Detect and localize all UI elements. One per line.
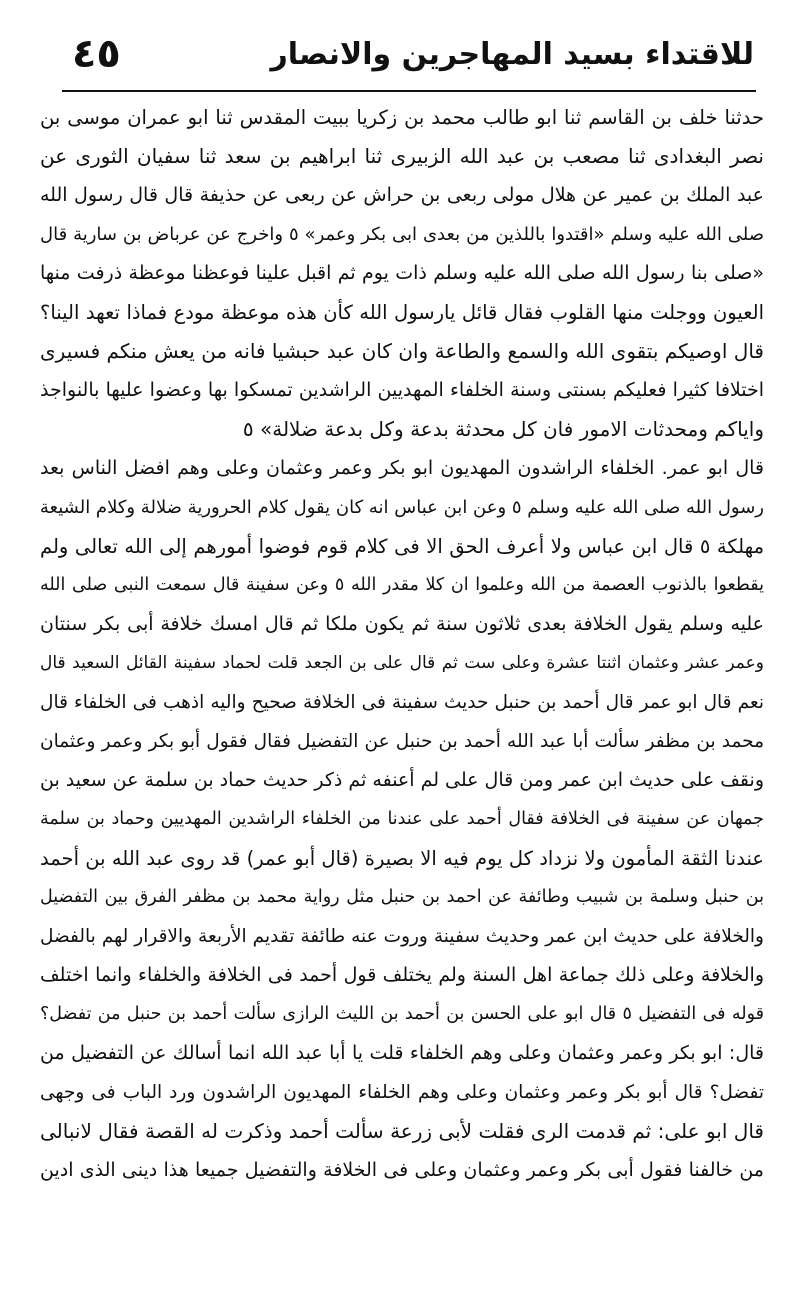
text-line: والخلافة وعلى ذلك جماعة اهل السنة ولم يختلف قول أحمد فى الخلافة والخلفاء وانما اختلف <box>40 964 764 986</box>
text-line: حدثنا خلف بن القاسم ثنا ابو طالب محمد بن زكريا ببيت المقدس ثنا ابو عمران موسى بن <box>40 106 764 129</box>
text-line: جمهان عن سفينة فى الخلافة فقال أحمد على عندنا من الخلفاء الراشدين المهديين وحماد بن سلمة <box>40 809 764 829</box>
text-line: رسول الله صلى الله عليه وسلم ٥ وعن ابن عباس انه كان يقول كلام الحرورية ضلالة وكلام الشيعة <box>40 497 764 518</box>
text-line: وعمر عشر وعثمان اثنتا عشرة وعلى ست ثم قال على بن الجعد قلت لحماد سفينة القائل السعيد قال <box>40 653 764 673</box>
header-rule <box>62 90 756 92</box>
text-line: قال: ابو بكر وعمر وعثمان وعلى وهم الخلفاء قلت يا أبا عبد الله انما أسالك عن التفضيل من <box>40 1042 764 1064</box>
text-line: قال اوصيكم بتقوى الله والسمع والطاعة وان كان عبد حبشيا فانه من يعش منكم فسيرى <box>40 339 764 363</box>
text-line: «صلى بنا رسول الله صلى الله عليه وسلم ذات يوم ثم اقبل علينا فوعظنا موعظة ذرفت منها <box>40 262 764 284</box>
text-line: قوله فى التفضيل ٥ قال ابو على الحسن بن أحمد بن الليث الرازى سألت أحمد بن حنبل من تفضل؟ <box>40 1004 764 1024</box>
page-number: ٤٥ <box>72 31 121 77</box>
text-line: يقطعوا بالذنوب العصمة من الله وعلموا ان كلا مقدر الله ٥ وعن سفينة قال سمعت النبى صلى الله <box>40 575 764 595</box>
text-line: عندنا الثقة المأمون ولا نزداد كل يوم فيه الا بصيرة (قال أبو عمر) قد روى عبد الله بن أحمد <box>40 847 764 870</box>
text-line: اختلافا كثيرا فعليكم بسنتى وسنة الخلفاء المهديين الراشدين تمسكوا بها وعضوا عليها بالنواجذ <box>40 379 764 401</box>
text-line: والخلافة على حديث ابن عمر وحديث سفينة وروت عنه طائفة تقديم الأربعة والاقرار لهم بالفضل <box>40 926 764 947</box>
text-line: قال ابو على: ثم قدمت الرى فقلت لأبى زرعة سألت أحمد وذكرت له القصة فقال لانبالى <box>40 1119 764 1143</box>
text-line: نصر البغدادى ثنا مصعب بن عبد الله الزبيرى ثنا ابراهيم بن سعد ثنا سفيان الثورى عن <box>40 144 764 168</box>
text-line: عبد الملك بن عمير عن هلال مولى ربعى بن حراش عن ربعى عن حذيفة قال قال رسول الله <box>40 184 764 206</box>
text-line: نعم قال ابو عمر قال أحمد بن حنبل حديث سفينة فى الخلافة صحيح واليه اذهب فى الخلفاء قال <box>40 692 764 713</box>
text-line: صلى الله عليه وسلم «اقتدوا باللذين من بعدى ابى بكر وعمر» ٥ واخرج عن عرباض بن سارية قال <box>40 224 764 245</box>
text-line: واياكم ومحدثات الامور فان كل محدثة بدعة وكل بدعة ضلالة» ٥ <box>242 417 764 441</box>
text-line: العيون ووجلت منها القلوب فقال قائل يارسول الله كأن هذه موعظة مودع فماذا تعهد الينا؟ <box>40 301 764 324</box>
text-line: عليه وسلم يقول الخلافة بعدى ثلاثون سنة ثم يكون ملكا ثم قال امسك خلافة أبى بكر سنتان <box>40 613 764 635</box>
text-line: من خالفنا فقول أبى بكر وعمر وعثمان وعلى فى الخلافة والتفضيل جميعا هذا دينى الذى ادين <box>40 1159 764 1181</box>
text-line: ونقف على حديث ابن عمر ومن قال على لم أعنفه ثم ذكر حديث حماد بن سلمة عن سعيد بن <box>40 769 764 791</box>
text-line: محمد بن مظفر سألت أبا عبد الله أحمد بن حنبل عن التفضيل فقال فقول أبو بكر وعمر وعثمان <box>40 731 764 752</box>
text-line: تفضل؟ قال أبو بكر وعمر وعثمان وعلى وهم الخلفاء المهديون الراشدون ورد الباب فى وجهى <box>40 1082 764 1103</box>
text-line: قال ابو عمر. الخلفاء الراشدون المهديون ابو بكر وعمر وعثمان وعلى وهم افضل الناس بعد <box>40 457 764 479</box>
body-text <box>40 98 764 1190</box>
text-line: بن حنبل وسلمة بن شبيب وطائفة عن احمد بن حنبل مثل رواية محمد بن مظفر الفرق بين التفضيل <box>40 887 764 907</box>
page-header <box>40 28 764 90</box>
running-title: للاقتداء بسيد المهاجرين والانصار <box>270 37 754 72</box>
text-line: مهلكة ٥ قال ابن عباس ولا أعرف الحق الا فى كلام قوم فوضوا أمورهم إلى الله تعالى ولم <box>40 535 764 558</box>
